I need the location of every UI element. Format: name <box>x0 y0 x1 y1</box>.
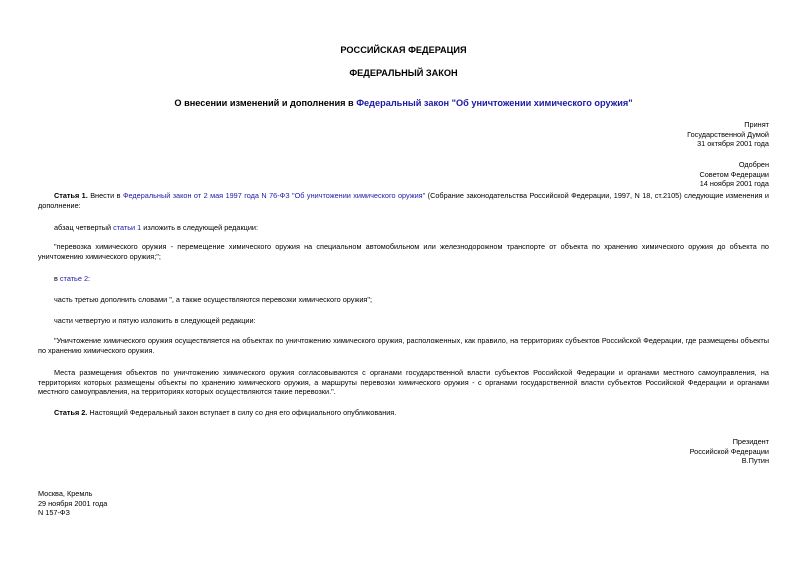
footer-line2: 29 ноября 2001 года <box>38 498 108 508</box>
signature-block <box>690 437 769 466</box>
signature-line1: Президент <box>732 437 769 446</box>
country-heading: РОССИЙСКАЯ ФЕДЕРАЦИЯ <box>340 45 467 55</box>
footer-line1: Москва, Кремль <box>38 489 93 498</box>
paragraph-2-text-a: абзац четвертый <box>54 223 114 232</box>
adopted-block <box>687 120 769 149</box>
signature-line2: Российской Федерации <box>689 446 769 456</box>
paragraph-5: часть третью дополнить словами ", а также осуществляются перевозки химического оружия"; <box>54 295 372 304</box>
article-1-text-a: Внести в <box>87 191 123 200</box>
paragraph-2-text-b: изложить в следующей редакции: <box>141 223 259 232</box>
paragraph-6: части четвертую и пятую изложить в следующей редакции: <box>54 316 256 325</box>
article-1-paragraph <box>38 191 769 210</box>
paragraph-2 <box>38 223 769 233</box>
approved-line2: Советом Федерации <box>699 169 769 179</box>
law-title <box>38 99 769 109</box>
paragraph-7: "Уничтожение химического оружия осуществляется на объектах по уничтожению химического оружия, расположенных, как правило, на территориях субъектов Российской Федерации, где размещены объекты по хранению химического оружия. <box>38 336 769 355</box>
article-1-label: Статья 1. <box>54 191 88 200</box>
article-2-ref-link[interactable]: статье 2 <box>59 274 88 283</box>
law-title-link[interactable]: Федеральный закон "Об уничтожении химического оружия" <box>356 98 633 108</box>
adopted-line3: 31 октября 2001 года <box>697 139 769 149</box>
article-1-ref-link[interactable]: статьи 1 <box>113 223 142 232</box>
article-2-label: Статья 2. <box>54 408 88 417</box>
paragraph-4 <box>38 274 769 284</box>
article-1-law-link[interactable]: Федеральный закон от 2 мая 1997 года N 76-ФЗ "Об уничтожении химического оружия" <box>122 191 426 200</box>
article-1-text-b: (Собрание законодательства Российской Федерации, 1997, N 18, ст.2105) следующие изменения и дополнение: <box>38 191 770 210</box>
approved-block <box>699 160 769 189</box>
footer-block <box>38 489 107 518</box>
article-2-text: Настоящий Федеральный закон вступает в силу со дня его официального опубликования. <box>87 408 397 417</box>
approved-line1: Одобрен <box>738 160 769 169</box>
article-2-paragraph <box>38 408 769 418</box>
paragraph-8: Места размещения объектов по уничтожению химического оружия согласовываются с органами государственной власти субъектов Российской Федерации и органами местного самоуправления, на территориях которых размещены объекты по хранению химического оружия, а маршруты перевозки химического оружия - с органами государственной власти субъектов Российской Федерации и органами местного самоуправления, на территориях которых осуществляются такие перевозки.". <box>38 368 769 397</box>
adopted-line2: Государственной Думой <box>687 129 769 139</box>
doc-type-heading: ФЕДЕРАЛЬНЫЙ ЗАКОН <box>349 68 458 78</box>
paragraph-4-text-a: в <box>54 274 60 283</box>
law-title-prefix: О внесении изменений и дополнения в <box>174 98 357 108</box>
approved-line3: 14 ноября 2001 года <box>699 179 769 189</box>
adopted-line1: Принят <box>744 120 769 129</box>
signature-line3: В.Путин <box>741 456 769 466</box>
footer-line3: N 157-ФЗ <box>38 508 70 518</box>
paragraph-4-text-b: : <box>88 274 91 283</box>
paragraph-3: "перевозка химического оружия - перемещение химического оружия на специальном автомобильном или железнодорожном транспорте от объекта по хранению химического оружия до объекта по уничтожению химического оружия;"; <box>38 242 769 261</box>
